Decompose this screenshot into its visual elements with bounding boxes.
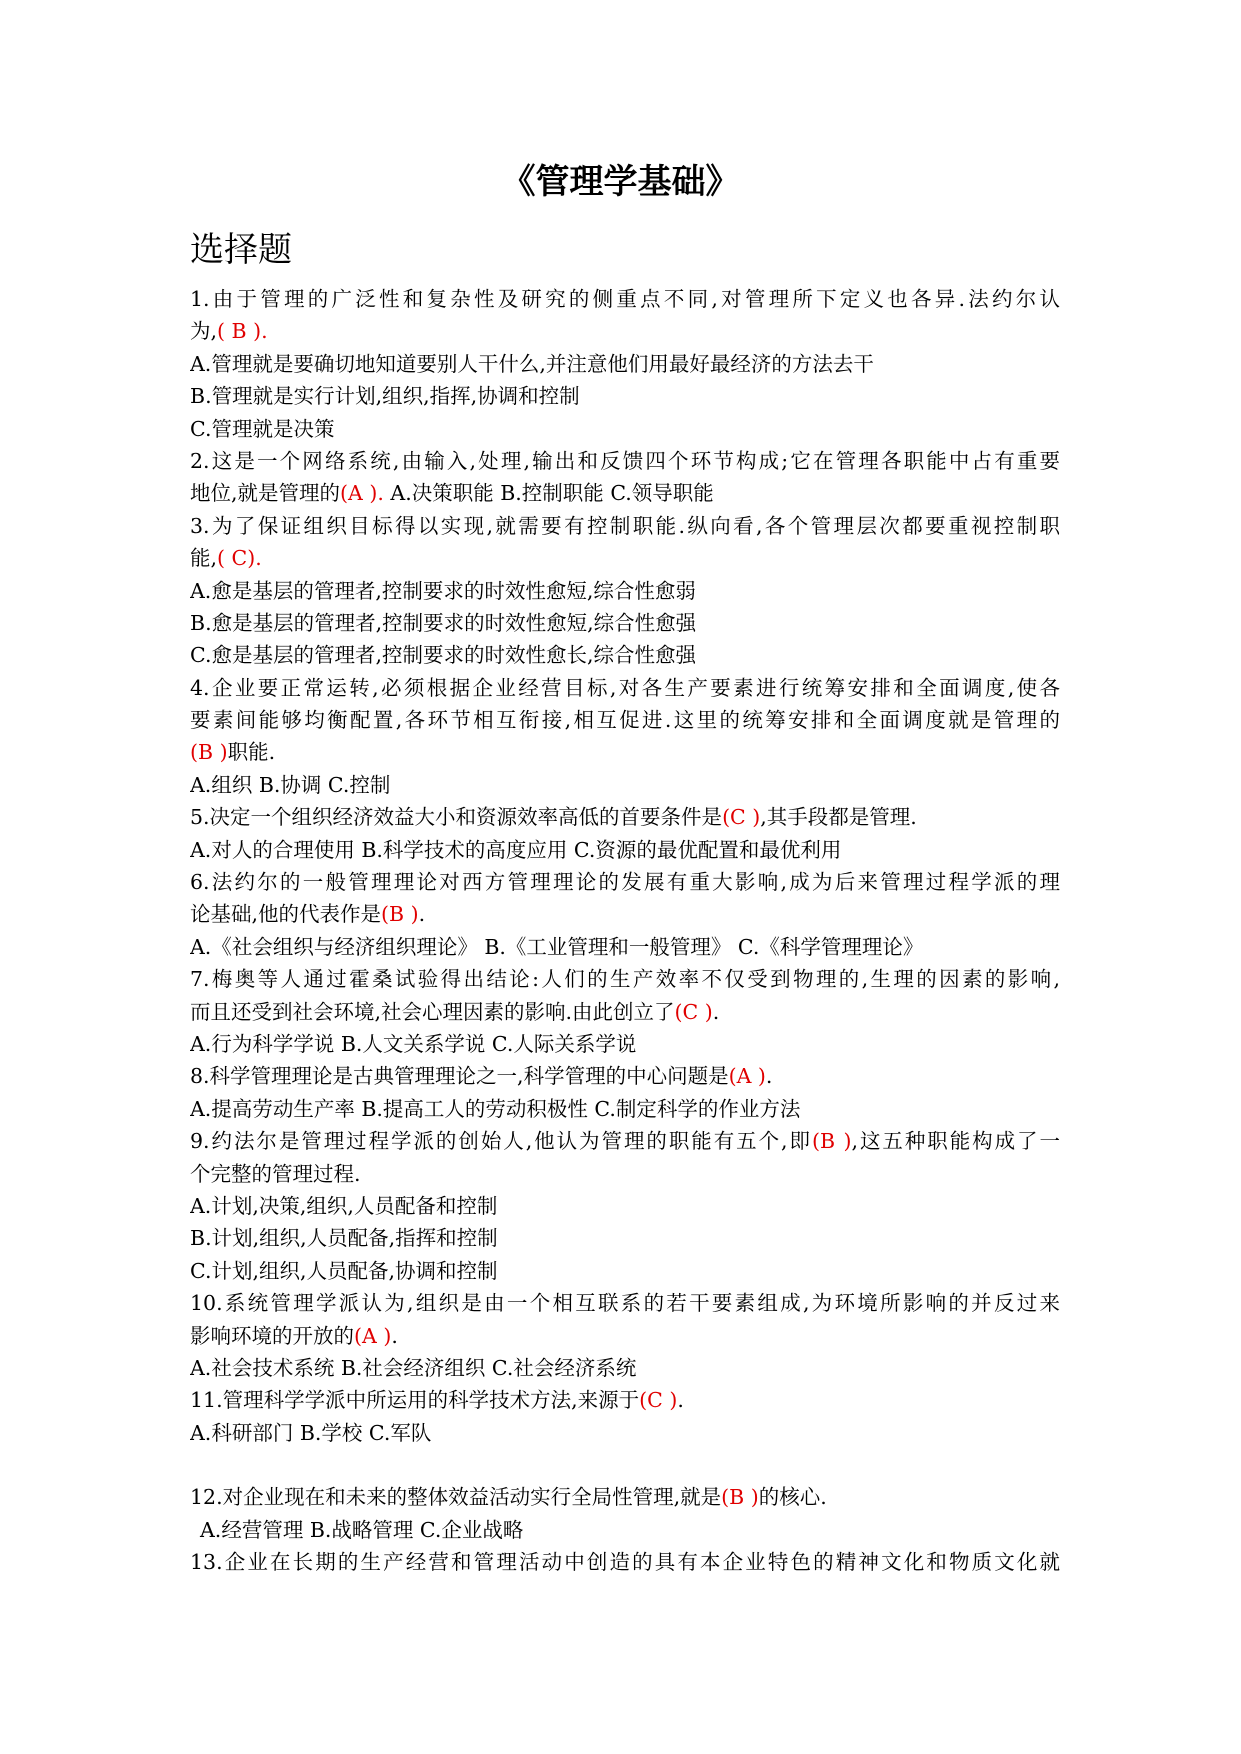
text-line: A.社会技术系统 B.社会经济组织 C.社会经济系统 [190,1355,637,1380]
question-text-after: 职能. [227,740,276,765]
question-text: 8.科学管理理论是古典管理理论之一,科学管理的中心问题是 [190,1064,729,1089]
text-line [190,996,1060,1028]
text-line: B.管理就是实行计划,组织,指挥,协调和控制 [190,384,580,409]
question-text: 5.决定一个组织经济效益大小和资源效率高低的首要条件是 [190,805,723,830]
answer-mark: (A ). [340,481,384,506]
answer-mark: (B ) [811,1129,852,1154]
text-line [190,1320,1060,1352]
text-line: C.计划,组织,人员配备,协调和控制 [190,1258,498,1283]
text-line: 3.为了保证组织目标得以实现,就需要有控制职能.纵向看,各个管理层次都要重视控制职 [190,513,1060,538]
question-text-after: ,其手段都是管理. [760,805,917,830]
question-text-after: ,这五种职能构成了一 [851,1129,1060,1154]
text-line: A.计划,决策,组织,人员配备和控制 [190,1193,498,1218]
question-text: 能, [190,546,218,571]
question-text-after: . [677,1388,684,1413]
text-line: A.提高劳动生产率 B.提高工人的劳动积极性 C.制定科学的作业方法 [190,1096,801,1121]
text-line [190,898,1060,930]
text-line: 要素间能够均衡配置,各环节相互衔接,相互促进.这里的统筹安排和全面调度就是管理的 [190,708,1060,733]
question-text-after: . [712,999,720,1024]
answer-mark: (C ) [674,999,713,1024]
question-text-after: . [391,1323,398,1348]
text-line: A.经营管理 B.战略管理 C.企业战略 [200,1517,524,1542]
text-line: A.愈是基层的管理者,控制要求的时效性愈短,综合性愈弱 [190,578,696,603]
text-line: C.管理就是决策 [190,416,335,441]
answer-mark: (A ) [728,1064,766,1089]
question-text: 而且还受到社会环境,社会心理因素的影响.由此创立了 [190,999,675,1024]
question-text: 论基础,他的代表作是 [190,902,382,927]
question-text: 9.约法尔是管理过程学派的创始人,他认为管理的职能有五个,即 [190,1129,812,1154]
question-text: 12.对企业现在和未来的整体效益活动实行全局性管理,就是 [190,1485,722,1510]
question-text-after: 的核心. [758,1485,827,1510]
text-line: 1.由于管理的广泛性和复杂性及研究的侧重点不同,对管理所下定义也各异.法约尔认 [190,287,1060,311]
text-line: 10.系统管理学派认为,组织是由一个相互联系的若干要素组成,为环境所影响的并反过来 [190,1291,1060,1316]
text-line: 2.这是一个网络系统,由输入,处理,输出和反馈四个环节构成;它在管理各职能中占有重要 [190,448,1060,473]
document-title: 《管理学基础》 [501,162,740,202]
text-line: A.行为科学学说 B.人文关系学说 C.人际关系学说 [190,1031,637,1056]
text-line: A.对人的合理使用 B.科学技术的高度应用 C.资源的最优配置和最优利用 [190,837,842,862]
text-line: 7.梅奥等人通过霍桑试验得出结论:人们的生产效率不仅受到物理的,生理的因素的影响, [190,967,1060,992]
answer-mark: (A ) [354,1323,392,1348]
question-text: 11.管理科学学派中所运用的科学技术方法,来源于 [190,1388,640,1413]
answer-mark: (B ) [381,902,419,927]
answer-mark: ( B ). [217,319,268,344]
question-text-after: . [765,1064,773,1089]
text-line: 13.企业在长期的生产经营和管理活动中创造的具有本企业特色的精神文化和物质文化就 [190,1550,1060,1575]
text-line: A.科研部门 B.学校 C.军队 [190,1420,432,1445]
text-line [190,315,1060,347]
text-line: 6.法约尔的一般管理理论对西方管理理论的发展有重大影响,成为后来管理过程学派的理 [190,870,1060,895]
answer-mark: (B ) [721,1485,759,1510]
question-text: 地位,就是管理的 [190,481,341,506]
text-line: C.愈是基层的管理者,控制要求的时效性愈长,综合性愈强 [190,643,697,668]
text-line [190,1060,1060,1092]
text-line [190,542,1060,574]
answer-mark: (C ) [722,805,761,830]
text-line: A.组织 B.协调 C.控制 [190,772,391,797]
text-line: A.《社会组织与经济组织理论》 B.《工业管理和一般管理》 C.《科学管理理论》 [190,934,924,959]
text-line [190,1481,1060,1513]
text-line: 个完整的管理过程. [190,1161,361,1186]
text-line: A.管理就是要确切地知道要别人干什么,并注意他们用最好最经济的方法去干 [190,351,874,376]
blank-line [190,1449,1060,1481]
question-text: 影响环境的开放的 [190,1323,354,1348]
text-line: 4.企业要正常运转,必须根据企业经营目标,对各生产要素进行统筹安排和全面调度,使各 [190,675,1060,700]
question-text-after: A.决策职能 B.控制职能 C.领导职能 [383,481,714,506]
text-line: B.愈是基层的管理者,控制要求的时效性愈短,综合性愈强 [190,610,697,635]
text-line [190,801,1060,833]
answer-mark: ( C). [217,546,262,571]
question-text-after: . [418,902,426,927]
section-heading: 选择题 [190,230,292,270]
question-text: 为, [190,319,218,344]
text-line [190,1125,1060,1157]
answer-mark: (B ) [190,740,228,765]
question-list [190,283,1060,1579]
text-line [190,736,1060,768]
text-line: B.计划,组织,人员配备,指挥和控制 [190,1226,498,1251]
answer-mark: (C ) [639,1388,678,1413]
text-line [190,477,1060,509]
text-line [190,1384,1060,1416]
